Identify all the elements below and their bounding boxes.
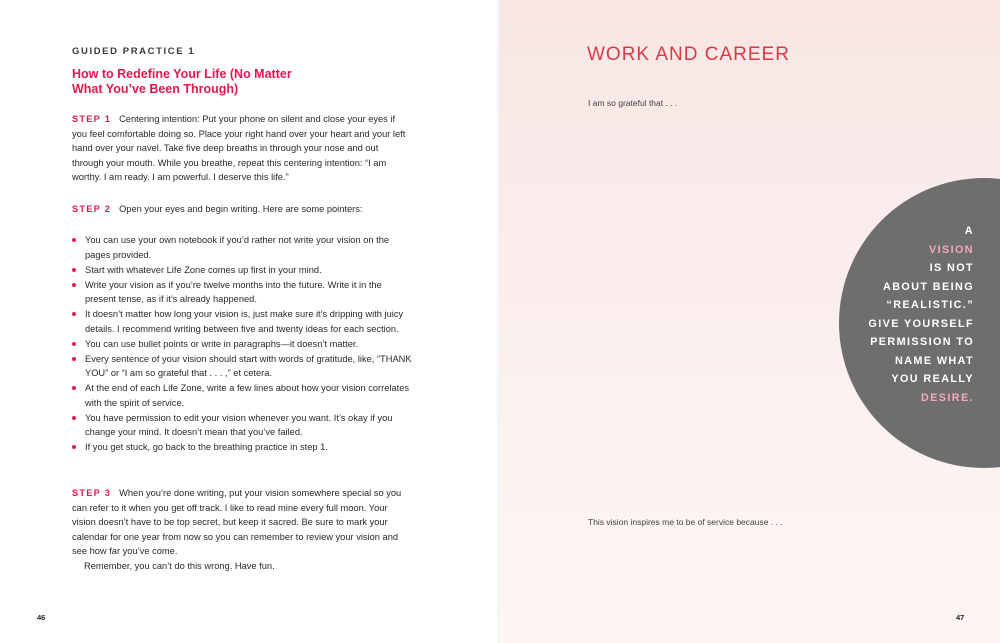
step-1-label: STEP 1	[72, 114, 112, 124]
pointer-item	[72, 411, 412, 440]
quote-line: YOU REALLY	[891, 373, 974, 385]
quote-line: ABOUT BEING	[883, 280, 974, 293]
bullet-dot-icon	[72, 312, 76, 316]
step-3-text: When you’re done writing, put your vision somewhere special so you can refer to it when you get off track. I like to read mine every full moon. Your vision doesn’t have to be top secret, but keep it sacred. Be sure to mark your calendar for one year from now so you can remember to review your vision and see how far you’ve come.	[72, 488, 402, 557]
pointer-text: You can use your own notebook if you’d rather not write your vision on the pages provided.	[85, 235, 390, 260]
gratitude-prompt: I am so grateful that . . .	[588, 98, 678, 108]
page-number-right: 47	[956, 613, 965, 622]
bullet-dot-icon	[72, 268, 76, 272]
quote-line-highlight: VISION	[929, 243, 974, 256]
bullet-dot-icon	[72, 445, 76, 449]
pointer-item	[72, 307, 412, 336]
pull-quote	[854, 222, 974, 407]
step-2-label: STEP 2	[72, 204, 112, 214]
bullet-dot-icon	[72, 416, 76, 420]
practice-title-line: How to Redefine Your Life (No Matter	[72, 67, 292, 81]
pointer-text: Start with whatever Life Zone comes up first in your mind.	[85, 264, 322, 275]
bullet-dot-icon	[72, 386, 76, 390]
pointer-text: You can use bullet points or write in paragraphs—it doesn’t matter.	[85, 338, 359, 349]
step-1	[72, 112, 412, 185]
left-page	[0, 0, 499, 643]
step-2-text: Open your eyes and begin writing. Here are some pointers:	[119, 204, 363, 214]
bullet-dot-icon	[72, 357, 76, 361]
pointer-text: Every sentence of your vision should start with words of gratitude, like, “THANK YOU” or “I am so grateful that . . . ,” et cetera.	[85, 353, 412, 378]
bullet-dot-icon	[72, 238, 76, 242]
pointer-text: You have permission to edit your vision whenever you want. It’s okay if you change your mind. It doesn’t mean that you’ve failed.	[85, 412, 393, 437]
practice-title	[72, 67, 372, 97]
quote-line: “REALISTIC.”	[886, 299, 974, 311]
pointer-item	[72, 381, 412, 410]
pointer-item	[72, 278, 412, 307]
quote-line: PERMISSION TO	[870, 336, 974, 348]
pointer-text: It doesn’t matter how long your vision is, just make sure it’s dripping with juicy details. I recommend writing between five and twenty ideas for each section.	[85, 309, 404, 334]
quote-line: A	[964, 225, 974, 237]
quote-line: IS NOT	[929, 262, 974, 274]
step-3	[72, 486, 412, 574]
right-page	[499, 0, 1000, 643]
quote-line: GIVE YOURSELF	[868, 317, 974, 330]
pointer-item	[72, 337, 412, 352]
step-3-label: STEP 3	[72, 488, 112, 498]
pointer-item	[72, 440, 412, 455]
pointer-text: At the end of each Life Zone, write a few lines about how your vision correlates with the spirit of service.	[85, 383, 410, 408]
quote-line: NAME WHAT	[895, 354, 974, 367]
pointer-item	[72, 352, 412, 381]
page-number-left: 46	[37, 613, 46, 622]
pointer-item	[72, 263, 412, 278]
pointer-list	[72, 233, 412, 455]
step-2	[72, 202, 412, 217]
pointer-text: Write your vision as if you’re twelve months into the future. Write it in the present tense, as if it’s already happened.	[85, 279, 382, 304]
step-1-text: Centering intention: Put your phone on silent and close your eyes if you feel comfortable doing so. Place your right hand over your heart and your left hand over your navel. Take five deep breaths in through your nose and out through your mouth. While you breathe, repeat this centering intention: “I am worthy. I am ready. I am powerful. I deserve this life.”	[72, 114, 406, 183]
bullet-dot-icon	[72, 342, 76, 346]
bullet-dot-icon	[72, 283, 76, 287]
section-kicker: GUIDED PRACTICE 1	[72, 46, 196, 57]
life-zone-heading: WORK AND CAREER	[587, 44, 790, 65]
service-prompt: This vision inspires me to be of service because . . .	[588, 517, 783, 527]
pointer-item	[72, 233, 412, 262]
practice-title-line: What You’ve Been Through)	[72, 82, 239, 96]
closing-line: Remember, you can’t do this wrong. Have fun.	[84, 560, 275, 571]
pointer-text: If you get stuck, go back to the breathing practice in step 1.	[85, 442, 328, 452]
quote-line-highlight: DESIRE.	[921, 391, 974, 404]
